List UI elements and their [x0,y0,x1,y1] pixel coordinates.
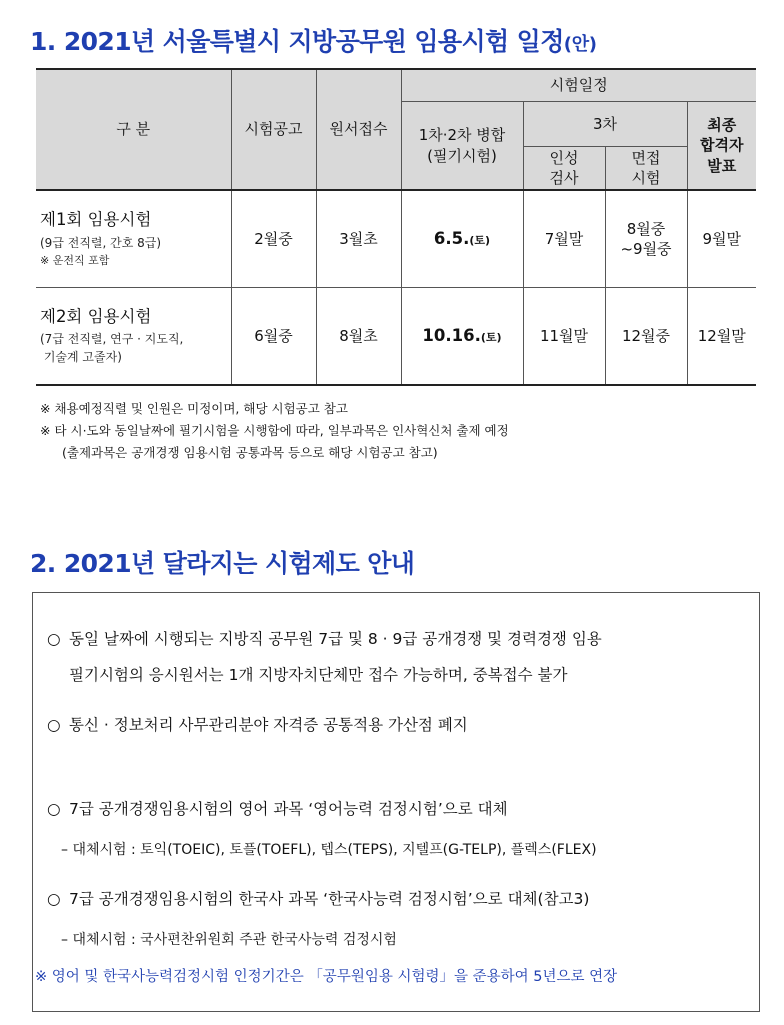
row-written-date: 6.5. [433,228,470,248]
exam-schedule-table [36,68,756,386]
header-written-exam [401,102,523,191]
bullet-circle-icon: ○ [47,800,61,818]
change-item [47,713,468,735]
row-interview-line2: ~9월중 [620,240,672,258]
change-item-text: 동일 날짜에 시행되는 지방직 공무원 7급 및 8 · 9급 공개경쟁 및 경력경쟁 임용 [69,630,602,648]
change-note: ※ 영어 및 한국사능력검정시험 인정기간은 「공무원임용 시험령」을 준용하여 5년으로 연장 [35,969,618,985]
bullet-circle-icon: ○ [47,630,61,648]
row-interview: 12월중 [605,288,687,386]
row-detail-line2: 기술계 고졸자) [43,350,122,365]
header-final-line3: 발표 [707,156,737,175]
row-exam-name [36,288,231,386]
header-third-stage: 3차 [523,102,687,147]
header-category: 구 분 [36,69,231,190]
row-title: 제2회 임용시험 [40,306,152,326]
row-detail: (9급 전직렬, 간호 8급) [40,235,162,250]
section1-title: 2021년 서울특별시 지방공무원 임용시험 일정 [63,27,564,56]
header-interview [605,147,687,191]
row-personality: 7월말 [523,190,605,288]
row-note: ※ 운전직 포함 [40,253,110,267]
row-personality: 11월말 [523,288,605,386]
section1-number: 1. [30,27,56,56]
change-item-text: 7급 공개경쟁임용시험의 한국사 과목 ‘한국사능력 검정시험’으로 대체(참고3) [69,890,590,908]
row-written-date: 10.16. [422,325,481,345]
changes-box [32,592,760,1012]
section2-number: 2. [30,549,56,578]
table-row [36,190,756,288]
change-sub-item: – 대체시험 : 국사편찬위원회 주관 한국사능력 검정시험 [61,932,397,948]
row-interview [605,190,687,288]
header-final-result [687,102,756,191]
schedule-notes [40,398,509,464]
row-detail [40,330,231,366]
row-detail-line1: (7급 전직렬, 연구 · 지도직, [40,332,184,347]
row-application: 3월초 [316,190,401,288]
note-line: ※ 타 시·도와 동일날짜에 필기시험을 시행함에 따라, 일부과목은 인사혁신처 출제 예정 [40,423,509,438]
header-final-line2: 합격자 [700,136,744,155]
change-item-continuation: 필기시험의 응시원서는 1개 지방자치단체만 접수 가능하며, 중복접수 불가 [69,666,568,684]
row-written-day: (토) [469,233,491,247]
row-written-exam [401,288,523,386]
row-written-exam [401,190,523,288]
section1-heading [30,22,597,58]
change-item-text: 7급 공개경쟁임용시험의 영어 과목 ‘영어능력 검정시험’으로 대체 [69,800,508,818]
header-written-line1: 1차·2차 병합 [418,126,506,145]
change-item [47,797,508,819]
header-exam-schedule: 시험일정 [401,69,756,102]
header-personality-test [523,147,605,191]
header-notice: 시험공고 [231,69,316,190]
header-interview-line1: 면접 [631,148,661,167]
header-interview-line2: 시험 [631,169,661,187]
change-item-text: 통신 · 정보처리 사무관리분야 자격증 공통적용 가산점 폐지 [69,716,468,734]
section2-heading [30,544,414,580]
row-final: 9월말 [687,190,756,288]
header-final-line1: 최종 [707,116,737,135]
row-notice: 2월중 [231,190,316,288]
note-line: (출제과목은 공개경쟁 임용시험 공통과목 등으로 해당 시험공고 참고) [62,445,438,460]
header-personality-line1: 인성 [549,148,579,167]
row-written-day: (토) [480,330,502,344]
section2-title: 2021년 달라지는 시험제도 안내 [63,549,415,578]
change-sub-item: – 대체시험 : 토익(TOEIC), 토플(TOEFL), 텝스(TEPS), 지텔프(G-TELP), 플렉스(FLEX) [61,842,597,858]
section1-suffix: (안) [563,34,597,55]
table-row [36,288,756,386]
header-application: 원서접수 [316,69,401,190]
bullet-circle-icon: ○ [47,716,61,734]
bullet-circle-icon: ○ [47,890,61,908]
header-written-line2: (필기시험) [427,146,497,165]
row-notice: 6월중 [231,288,316,386]
note-line: ※ 채용예정직렬 및 인원은 미정이며, 해당 시험공고 참고 [40,401,348,416]
header-personality-line2: 검사 [549,169,579,187]
row-exam-name [36,190,231,288]
row-interview-line1: 8월중 [626,219,666,238]
row-final: 12월말 [687,288,756,386]
row-title: 제1회 임용시험 [40,210,152,230]
change-item [47,887,589,909]
change-item [47,627,602,649]
row-application: 8월초 [316,288,401,386]
